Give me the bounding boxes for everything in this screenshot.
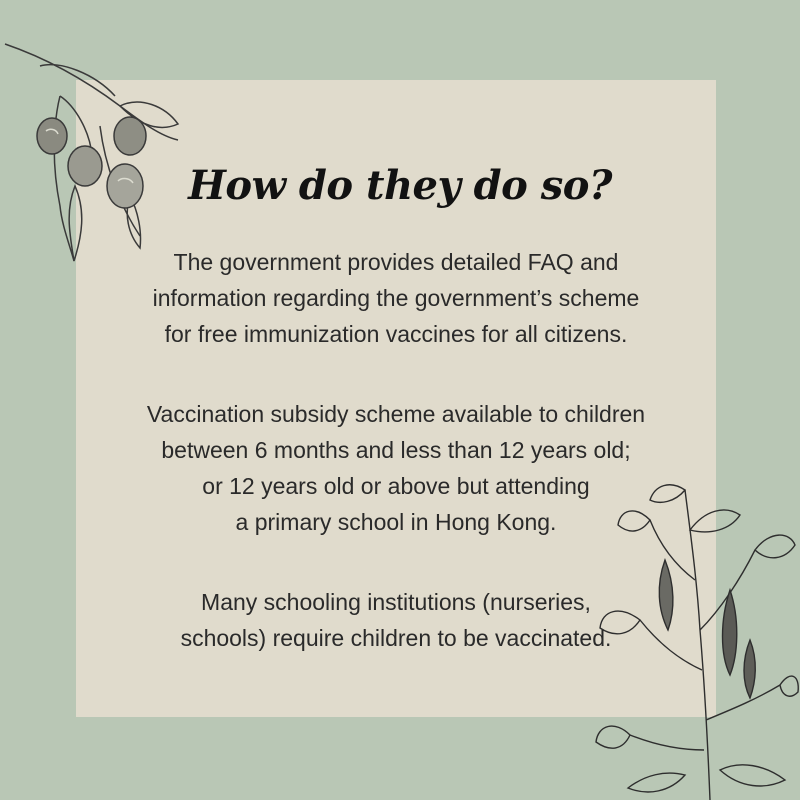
paragraph-line: Many schooling institutions (nurseries,	[201, 589, 591, 615]
paragraph-line: Vaccination subsidy scheme available to children	[146, 401, 646, 427]
paragraph-line: or 12 years old or above but attending	[202, 473, 590, 499]
paragraph-line: a primary school in Hong Kong.	[235, 509, 557, 535]
page-title: How do they do so?	[188, 162, 612, 209]
paragraph-line: information regarding the government’s scheme	[152, 285, 640, 311]
paragraph-line: schools) require children to be vaccinated.	[180, 625, 612, 651]
paragraph-line: between 6 months and less than 12 years old;	[161, 437, 631, 463]
flowering-plant-icon	[590, 470, 800, 800]
paragraph-line: for free immunization vaccines for all citizens.	[164, 321, 628, 347]
paragraph-line: The government provides detailed FAQ and	[173, 249, 619, 275]
olive-branch-icon	[0, 36, 200, 266]
paragraph-faq	[76, 244, 716, 352]
